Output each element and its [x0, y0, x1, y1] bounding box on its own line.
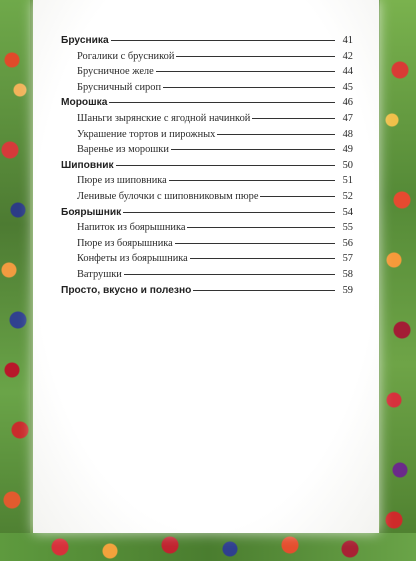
toc-entry[interactable] — [61, 111, 353, 127]
toc-page-number: 57 — [342, 253, 353, 265]
dot-leader — [124, 274, 335, 275]
dot-leader — [252, 118, 335, 119]
toc-page-number: 59 — [342, 284, 353, 296]
toc-page-number: 44 — [342, 66, 353, 78]
toc-entry-title: Ленивые булочки с шиповниковым пюре — [77, 190, 259, 202]
toc-page-number: 41 — [342, 35, 353, 46]
dot-leader — [156, 71, 335, 72]
dot-leader — [260, 196, 335, 197]
berry-border-bottom — [0, 533, 416, 561]
dot-leader — [187, 227, 335, 228]
dot-leader — [123, 212, 335, 213]
toc-entry[interactable] — [61, 236, 353, 252]
dot-leader — [217, 134, 335, 135]
toc-entry-title: Шиповник — [61, 159, 114, 171]
toc-page-number: 49 — [342, 144, 353, 156]
toc-entry-title: Варенье из морошки — [77, 144, 169, 156]
toc-page-number: 47 — [342, 112, 353, 124]
toc-page-number: 52 — [342, 190, 353, 202]
toc-entry[interactable] — [61, 142, 353, 158]
dot-leader — [109, 102, 335, 103]
contents-page — [33, 0, 379, 533]
toc-section-entry[interactable] — [61, 205, 353, 221]
toc-page-number: 46 — [342, 97, 353, 109]
dot-leader — [111, 40, 335, 41]
table-of-contents — [61, 33, 353, 298]
toc-entry-title: Пюре из боярышника — [77, 237, 173, 249]
toc-entry[interactable] — [61, 267, 353, 283]
dot-leader — [163, 87, 335, 88]
toc-page-number: 48 — [342, 128, 353, 140]
toc-page-number: 42 — [342, 50, 353, 62]
dot-leader — [176, 56, 335, 57]
toc-entry-title: Брусничный сироп — [77, 81, 162, 93]
toc-section-entry[interactable] — [61, 33, 353, 49]
toc-entry-title: Напиток из боярышника — [77, 222, 186, 234]
toc-entry[interactable] — [61, 80, 353, 96]
toc-page-number: 45 — [342, 81, 353, 93]
toc-section-entry[interactable] — [61, 158, 353, 174]
toc-entry[interactable] — [61, 251, 353, 267]
toc-entry[interactable] — [61, 189, 353, 205]
dot-leader — [193, 290, 335, 291]
toc-entry-title: Рогалики с брусникой — [77, 50, 175, 62]
toc-entry-title: Морошка — [61, 97, 108, 109]
toc-section-entry[interactable] — [61, 283, 353, 299]
toc-entry-title: Пюре из шиповника — [77, 175, 167, 187]
toc-entry[interactable] — [61, 127, 353, 143]
toc-page-number: 56 — [342, 237, 353, 249]
toc-entry-title: Украшение тортов и пирожных — [77, 128, 216, 140]
berry-border-right — [380, 0, 416, 561]
toc-entry[interactable] — [61, 49, 353, 65]
toc-entry-title: Просто, вкусно и полезно — [61, 284, 192, 296]
toc-page-number: 51 — [342, 175, 353, 187]
toc-entry[interactable] — [61, 64, 353, 80]
dot-leader — [190, 258, 335, 259]
dot-leader — [175, 243, 335, 244]
toc-entry-title: Шаньги зырянские с ягодной начинкой — [77, 112, 251, 124]
toc-page-number: 58 — [342, 268, 353, 280]
berry-border-left — [0, 0, 30, 561]
toc-page-number: 55 — [342, 222, 353, 234]
toc-page-number: 54 — [342, 206, 353, 218]
toc-page-number: 50 — [342, 159, 353, 171]
toc-entry-title: Боярышник — [61, 206, 122, 218]
toc-entry-title: Ватрушки — [77, 268, 122, 280]
toc-entry[interactable] — [61, 173, 353, 189]
dot-leader — [169, 180, 335, 181]
toc-entry-title: Конфеты из боярышника — [77, 253, 188, 265]
toc-entry-title: Брусника — [61, 35, 109, 46]
toc-entry[interactable] — [61, 220, 353, 236]
dot-leader — [171, 149, 335, 150]
toc-section-entry[interactable] — [61, 95, 353, 111]
toc-entry-title: Брусничное желе — [77, 66, 154, 78]
dot-leader — [116, 165, 335, 166]
